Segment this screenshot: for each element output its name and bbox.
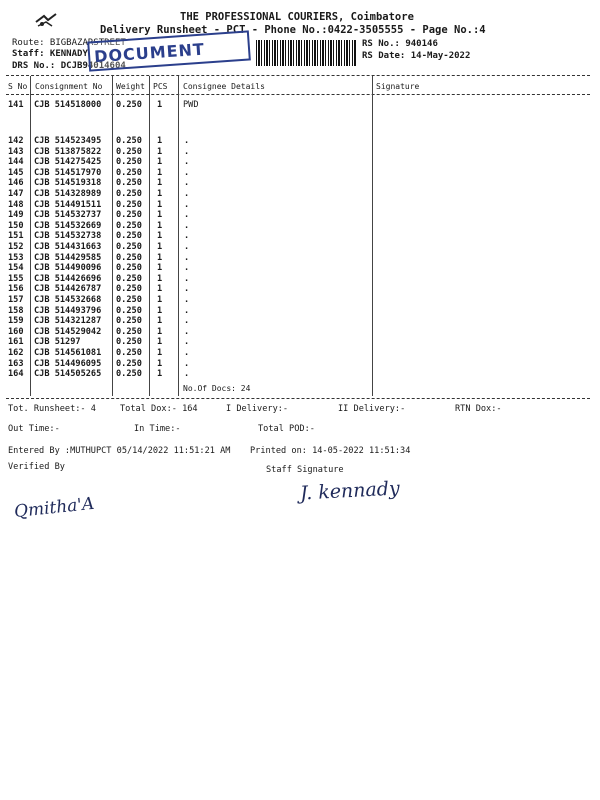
cell-consignment: CJB 514561081	[34, 348, 102, 358]
col-header-pcs: PCS	[153, 82, 168, 91]
col-header-weight: Weight	[116, 82, 145, 91]
cell-sno: 156	[8, 284, 24, 295]
col-header-consignment: Consignment No	[35, 82, 103, 91]
cell-sno: 145	[8, 167, 24, 178]
cell-weight: 0.250	[116, 210, 142, 221]
cell-consignee: .	[184, 284, 190, 295]
cell-weight: 0.250	[116, 348, 142, 358]
cell-weight: 0.250	[116, 231, 142, 242]
cell-pcs: 1	[157, 369, 163, 380]
cell-consignment: CJB 514505265	[34, 369, 102, 380]
cell-consignment: CJB 51297	[34, 337, 81, 348]
cell-pcs: 1	[157, 220, 163, 231]
cell-consignee: .	[184, 157, 190, 168]
cell-sno: 162	[8, 348, 24, 358]
cell-sno: 147	[8, 189, 24, 199]
cell-sno: 150	[8, 220, 24, 231]
cell-consignee: .	[184, 210, 190, 221]
cell-sno: 153	[8, 252, 24, 263]
cell-pcs: 1	[157, 273, 163, 284]
cell-consignee: .	[184, 189, 190, 199]
cell-weight: 0.250	[116, 242, 142, 252]
cell-weight: 0.250	[116, 305, 142, 316]
cell-sno: 159	[8, 316, 24, 327]
rtn-dox: RTN Dox:-	[455, 404, 502, 414]
table-header-rule	[6, 94, 590, 95]
cell-pcs: 1	[157, 178, 163, 189]
cell-consignee: .	[184, 167, 190, 178]
cell-weight: 0.250	[116, 316, 142, 327]
cell-consignment: CJB 514529042	[34, 326, 102, 337]
cell-consignee: .	[184, 369, 190, 380]
barcode-image	[256, 40, 356, 66]
cell-consignee: .	[184, 295, 190, 305]
cell-weight: 0.250	[116, 358, 142, 369]
runsheet-subtitle: Delivery Runsheet - PCT - Phone No.:0422-3505555 - Page No.:4	[100, 24, 486, 36]
col-divider	[372, 76, 373, 396]
cell-consignee: .	[184, 305, 190, 316]
col-divider	[178, 76, 179, 396]
total-pod: Total POD:-	[258, 424, 315, 434]
document-delivery-stamp: DOCUMENT	[87, 30, 251, 71]
col-header-signature: Signature	[376, 82, 420, 91]
cell-consignment: CJB 514426696	[34, 273, 102, 284]
cell-consignee: .	[184, 136, 190, 146]
total-runsheet: Tot. Runsheet:- 4	[8, 404, 96, 414]
drs-number: DRS No.: DCJB94014604	[12, 61, 126, 71]
cell-sno: 143	[8, 146, 24, 157]
staff-signature-label: Staff Signature	[266, 465, 344, 475]
company-logo-icon	[34, 12, 58, 33]
cell-consignee: .	[184, 326, 190, 337]
cell-weight: 0.250	[116, 199, 142, 210]
cell-consignment: CJB 514431663	[34, 242, 102, 252]
col-header-consignee: Consignee Details	[183, 82, 265, 91]
cell-sno: 144	[8, 157, 24, 168]
cell-consignee: .	[184, 348, 190, 358]
cell-weight: 0.250	[116, 284, 142, 295]
total-dox: Total Dox:- 164	[120, 404, 198, 414]
col-divider	[30, 76, 31, 396]
cell-consignment: CJB 514275425	[34, 157, 102, 168]
cell-consignment: CJB 514532668	[34, 295, 102, 305]
cell-pcs: 1	[157, 252, 163, 263]
cell-sno: 163	[8, 358, 24, 369]
ii-delivery: II Delivery:-	[338, 404, 406, 414]
docs-count: No.Of Docs: 24	[183, 384, 251, 393]
cell-consignment: CJB 514518000	[34, 100, 102, 110]
cell-weight: 0.250	[116, 273, 142, 284]
cell-sno: 155	[8, 273, 24, 284]
staff-handwritten-signature: J. kennady	[299, 477, 401, 505]
cell-sno: 160	[8, 326, 24, 337]
cell-consignment: CJB 514491511	[34, 199, 102, 210]
cell-weight: 0.250	[116, 178, 142, 189]
cell-consignment: CJB 514493796	[34, 305, 102, 316]
cell-sno: 151	[8, 231, 24, 242]
cell-consignee: .	[184, 220, 190, 231]
cell-sno: 158	[8, 305, 24, 316]
cell-weight: 0.250	[116, 263, 142, 274]
cell-consignee: .	[184, 252, 190, 263]
cell-consignment: CJB 514328989	[34, 189, 102, 199]
totals-rule	[6, 398, 590, 399]
cell-pcs: 1	[157, 358, 163, 369]
cell-consignment: CJB 514523495	[34, 136, 102, 146]
cell-pcs: 1	[157, 189, 163, 199]
col-divider	[149, 76, 150, 396]
cell-sno: 164	[8, 369, 24, 380]
cell-weight: 0.250	[116, 369, 142, 380]
cell-weight: 0.250	[116, 337, 142, 348]
cell-consignment: CJB 514429585	[34, 252, 102, 263]
cell-consignee: .	[184, 231, 190, 242]
cell-pcs: 1	[157, 305, 163, 316]
cell-consignee: .	[184, 242, 190, 252]
cell-sno: 161	[8, 337, 24, 348]
cell-weight: 0.250	[116, 146, 142, 157]
cell-consignment: CJB 514426787	[34, 284, 102, 295]
cell-weight: 0.250	[116, 326, 142, 337]
company-title: THE PROFESSIONAL COURIERS, Coimbatore	[180, 11, 414, 23]
verifier-signature: Qmitha'A	[13, 493, 96, 523]
cell-sno: 157	[8, 295, 24, 305]
cell-sno: 154	[8, 263, 24, 274]
cell-consignee: .	[184, 146, 190, 157]
in-time: In Time:-	[134, 424, 181, 434]
cell-pcs: 1	[157, 284, 163, 295]
cell-consignee: .	[184, 273, 190, 284]
cell-pcs: 1	[157, 100, 163, 110]
col-header-sno: S No	[8, 82, 28, 91]
cell-sno: 142	[8, 136, 24, 146]
cell-pcs: 1	[157, 295, 163, 305]
cell-weight: 0.250	[116, 220, 142, 231]
cell-sno: 146	[8, 178, 24, 189]
rs-number: RS No.: 940146	[362, 39, 438, 49]
entered-by: Entered By :MUTHUPCT 05/14/2022 11:51:21 AM	[8, 446, 231, 456]
cell-consignment: CJB 514532737	[34, 210, 102, 221]
cell-pcs: 1	[157, 157, 163, 168]
cell-weight: 0.250	[116, 157, 142, 168]
route-label: Route: BIGBAZARSTREET	[12, 38, 126, 48]
cell-sno: 149	[8, 210, 24, 221]
cell-consignee: .	[184, 358, 190, 369]
cell-pcs: 1	[157, 167, 163, 178]
cell-weight: 0.250	[116, 100, 142, 110]
cell-weight: 0.250	[116, 252, 142, 263]
out-time: Out Time:-	[8, 424, 60, 434]
printed-on: Printed on: 14-05-2022 11:51:34	[250, 446, 411, 456]
cell-pcs: 1	[157, 136, 163, 146]
cell-consignment: CJB 514519318	[34, 178, 102, 189]
verified-by-label: Verified By	[8, 462, 65, 472]
cell-pcs: 1	[157, 210, 163, 221]
cell-pcs: 1	[157, 199, 163, 210]
cell-pcs: 1	[157, 242, 163, 252]
cell-consignment: CJB 514490096	[34, 263, 102, 274]
cell-consignee: .	[184, 263, 190, 274]
cell-weight: 0.250	[116, 136, 142, 146]
staff-label: Staff: KENNADY	[12, 49, 88, 59]
cell-consignee: .	[184, 337, 190, 348]
cell-consignee: .	[184, 178, 190, 189]
cell-weight: 0.250	[116, 295, 142, 305]
col-divider	[112, 76, 113, 396]
cell-pcs: 1	[157, 326, 163, 337]
cell-consignment: CJB 514517970	[34, 167, 102, 178]
cell-consignee: .	[184, 316, 190, 327]
cell-pcs: 1	[157, 231, 163, 242]
cell-consignee: .	[184, 199, 190, 210]
cell-weight: 0.250	[116, 167, 142, 178]
cell-sno: 152	[8, 242, 24, 252]
table-top-rule	[6, 75, 590, 76]
i-delivery: I Delivery:-	[226, 404, 289, 414]
cell-consignment: CJB 514321287	[34, 316, 102, 327]
cell-consignment: CJB 514532669	[34, 220, 102, 231]
cell-consignee: PWD	[183, 100, 199, 110]
rs-date: RS Date: 14-May-2022	[362, 51, 471, 61]
cell-pcs: 1	[157, 337, 163, 348]
cell-pcs: 1	[157, 146, 163, 157]
cell-consignment: CJB 514532738	[34, 231, 102, 242]
cell-consignment: CJB 514496095	[34, 358, 102, 369]
cell-consignment: CJB 513875822	[34, 146, 102, 157]
cell-weight: 0.250	[116, 189, 142, 199]
cell-sno: 148	[8, 199, 24, 210]
cell-pcs: 1	[157, 348, 163, 358]
cell-pcs: 1	[157, 263, 163, 274]
cell-pcs: 1	[157, 316, 163, 327]
cell-sno: 141	[8, 100, 24, 110]
